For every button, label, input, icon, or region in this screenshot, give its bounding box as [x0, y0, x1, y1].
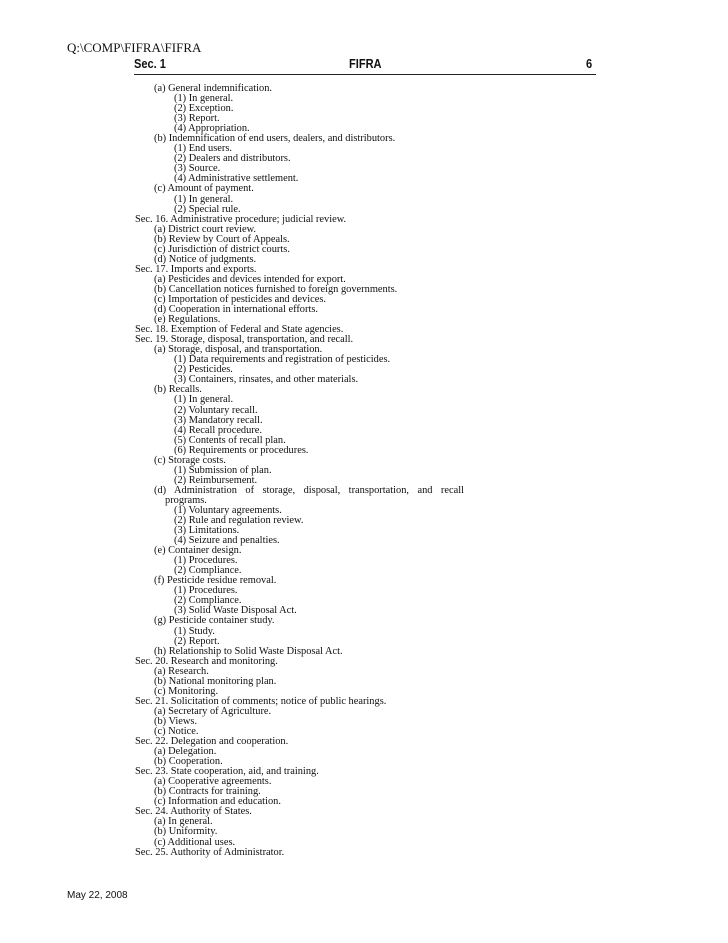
toc-subsection-entry: (b) Indemnification of end users, dealers, and distributors. [154, 133, 396, 145]
toc-subsection-entry: (e) Regulations. [154, 314, 221, 326]
toc-subsection-entry: (b) Recalls. [154, 384, 202, 396]
toc-paragraph-entry: (1) Study. [174, 625, 215, 637]
toc-paragraph-entry: (3) Containers, rinsates, and other materials. [174, 374, 359, 386]
toc-section-entry: Sec. 21. Solicitation of comments; notice of public hearings. [135, 695, 387, 707]
toc-subsection-entry: (b) Contracts for training. [154, 786, 261, 798]
toc-paragraph-entry: (1) In general. [174, 394, 234, 406]
toc-paragraph-entry: (2) Compliance. [174, 595, 242, 607]
toc-subsection-entry: (h) Relationship to Solid Waste Disposal Act. [154, 645, 343, 657]
file-path: Q:\COMP\FIFRA\FIFRA [67, 40, 202, 55]
toc-paragraph-entry: (2) Compliance. [174, 565, 242, 577]
toc-paragraph-entry: (3) Solid Waste Disposal Act. [174, 605, 297, 617]
toc-subsection-entry: (c) Amount of payment. [154, 183, 254, 195]
toc-section-entry: Sec. 20. Research and monitoring. [135, 655, 278, 667]
toc-subsection-entry: (a) Delegation. [154, 746, 217, 758]
toc-section-entry: Sec. 19. Storage, disposal, transportation, and recall. [135, 334, 354, 346]
toc-paragraph-entry: (1) In general. [174, 193, 234, 205]
toc-paragraph-entry: (5) Contents of recall plan. [174, 434, 286, 446]
toc-subsection-entry: (d) Notice of judgments. [154, 253, 257, 265]
toc-paragraph-entry: (3) Limitations. [174, 525, 240, 537]
toc-subsection-entry: programs. [165, 494, 207, 506]
toc-subsection-entry: (b) Uniformity. [154, 826, 218, 838]
toc-paragraph-entry: (2) Rule and regulation review. [174, 515, 304, 527]
toc-subsection-entry: (a) Research. [154, 665, 209, 677]
toc-paragraph-entry: (2) Exception. [174, 103, 234, 115]
page-number: 6 [586, 56, 593, 71]
header-rule [134, 74, 596, 75]
toc-subsection-entry: (a) Pesticides and devices intended for export. [154, 273, 346, 285]
toc-subsection-entry: (a) Secretary of Agriculture. [154, 705, 272, 717]
toc-subsection-entry: (c) Additional uses. [154, 836, 236, 848]
toc-subsection-entry: (c) Storage costs. [154, 454, 226, 466]
toc-paragraph-entry: (1) End users. [174, 143, 233, 155]
toc-section-entry: Sec. 17. Imports and exports. [135, 263, 257, 275]
toc-subsection-entry: (f) Pesticide residue removal. [154, 575, 277, 587]
toc-paragraph-entry: (3) Mandatory recall. [174, 414, 263, 426]
toc-paragraph-entry: (2) Reimbursement. [174, 474, 258, 486]
toc-subsection-entry: (b) Review by Court of Appeals. [154, 233, 290, 245]
toc-subsection-entry: (b) National monitoring plan. [154, 675, 277, 687]
toc-subsection-entry: (c) Notice. [154, 726, 199, 737]
toc-subsection-entry: (b) Cooperation. [154, 756, 223, 768]
header-title: FIFRA [349, 56, 382, 71]
toc-paragraph-entry: (2) Voluntary recall. [174, 404, 258, 416]
toc-subsection-entry: (a) General indemnification. [154, 83, 272, 94]
table-of-contents [0, 84, 464, 858]
toc-subsection-entry: (a) In general. [154, 816, 213, 828]
toc-paragraph-entry: (4) Seizure and penalties. [174, 535, 280, 547]
toc-subsection-entry: (g) Pesticide container study. [154, 615, 275, 627]
toc-section-entry: Sec. 25. Authority of Administrator. [135, 846, 285, 858]
toc-paragraph-entry: (1) In general. [174, 93, 234, 105]
toc-paragraph-entry: (1) Data requirements and registration of pesticides. [174, 354, 391, 366]
toc-subsection-entry: (e) Container design. [154, 545, 242, 557]
toc-paragraph-entry: (1) Procedures. [174, 555, 238, 567]
footer-date: May 22, 2008 [67, 890, 128, 901]
toc-subsection-entry: (c) Jurisdiction of district courts. [154, 243, 290, 255]
toc-subsection-entry: (c) Importation of pesticides and devices. [154, 293, 326, 305]
toc-paragraph-entry: (4) Administrative settlement. [174, 173, 299, 185]
toc-paragraph-entry: (2) Report. [174, 635, 220, 647]
toc-paragraph-entry: (1) Submission of plan. [174, 464, 272, 476]
toc-paragraph-entry: (6) Requirements or procedures. [174, 444, 309, 456]
toc-paragraph-entry: (4) Appropriation. [174, 123, 250, 135]
toc-section-entry: Sec. 24. Authority of States. [135, 806, 252, 818]
toc-paragraph-entry: (3) Report. [174, 113, 220, 125]
toc-subsection-entry: (a) Cooperative agreements. [154, 776, 272, 788]
toc-subsection-entry: (c) Information and education. [154, 796, 281, 808]
toc-section-entry: Sec. 18. Exemption of Federal and State agencies. [135, 324, 344, 336]
toc-section-entry: Sec. 23. State cooperation, aid, and training. [135, 766, 319, 778]
toc-paragraph-entry: (2) Dealers and distributors. [174, 153, 291, 165]
toc-section-entry: Sec. 16. Administrative procedure; judicial review. [135, 213, 347, 225]
toc-paragraph-entry: (3) Source. [174, 163, 221, 175]
toc-paragraph-entry: (1) Procedures. [174, 585, 238, 597]
header-section: Sec. 1 [134, 56, 166, 71]
toc-paragraph-entry: (1) Voluntary agreements. [174, 504, 282, 516]
toc-subsection-entry: (a) Storage, disposal, and transportation. [154, 344, 323, 356]
toc-paragraph-entry: (2) Pesticides. [174, 364, 233, 376]
toc-section-entry: Sec. 22. Delegation and cooperation. [135, 736, 289, 748]
toc-subsection-entry: (d) Administration of storage, disposal, transportation, and recall [154, 484, 464, 496]
toc-paragraph-entry: (4) Recall procedure. [174, 424, 262, 436]
toc-subsection-entry: (c) Monitoring. [154, 685, 219, 697]
toc-subsection-entry: (b) Views. [154, 715, 198, 727]
toc-subsection-entry: (d) Cooperation in international efforts. [154, 304, 318, 316]
toc-subsection-entry: (a) District court review. [154, 223, 257, 235]
toc-subsection-entry: (b) Cancellation notices furnished to foreign governments. [154, 283, 398, 295]
toc-paragraph-entry: (2) Special rule. [174, 203, 241, 215]
